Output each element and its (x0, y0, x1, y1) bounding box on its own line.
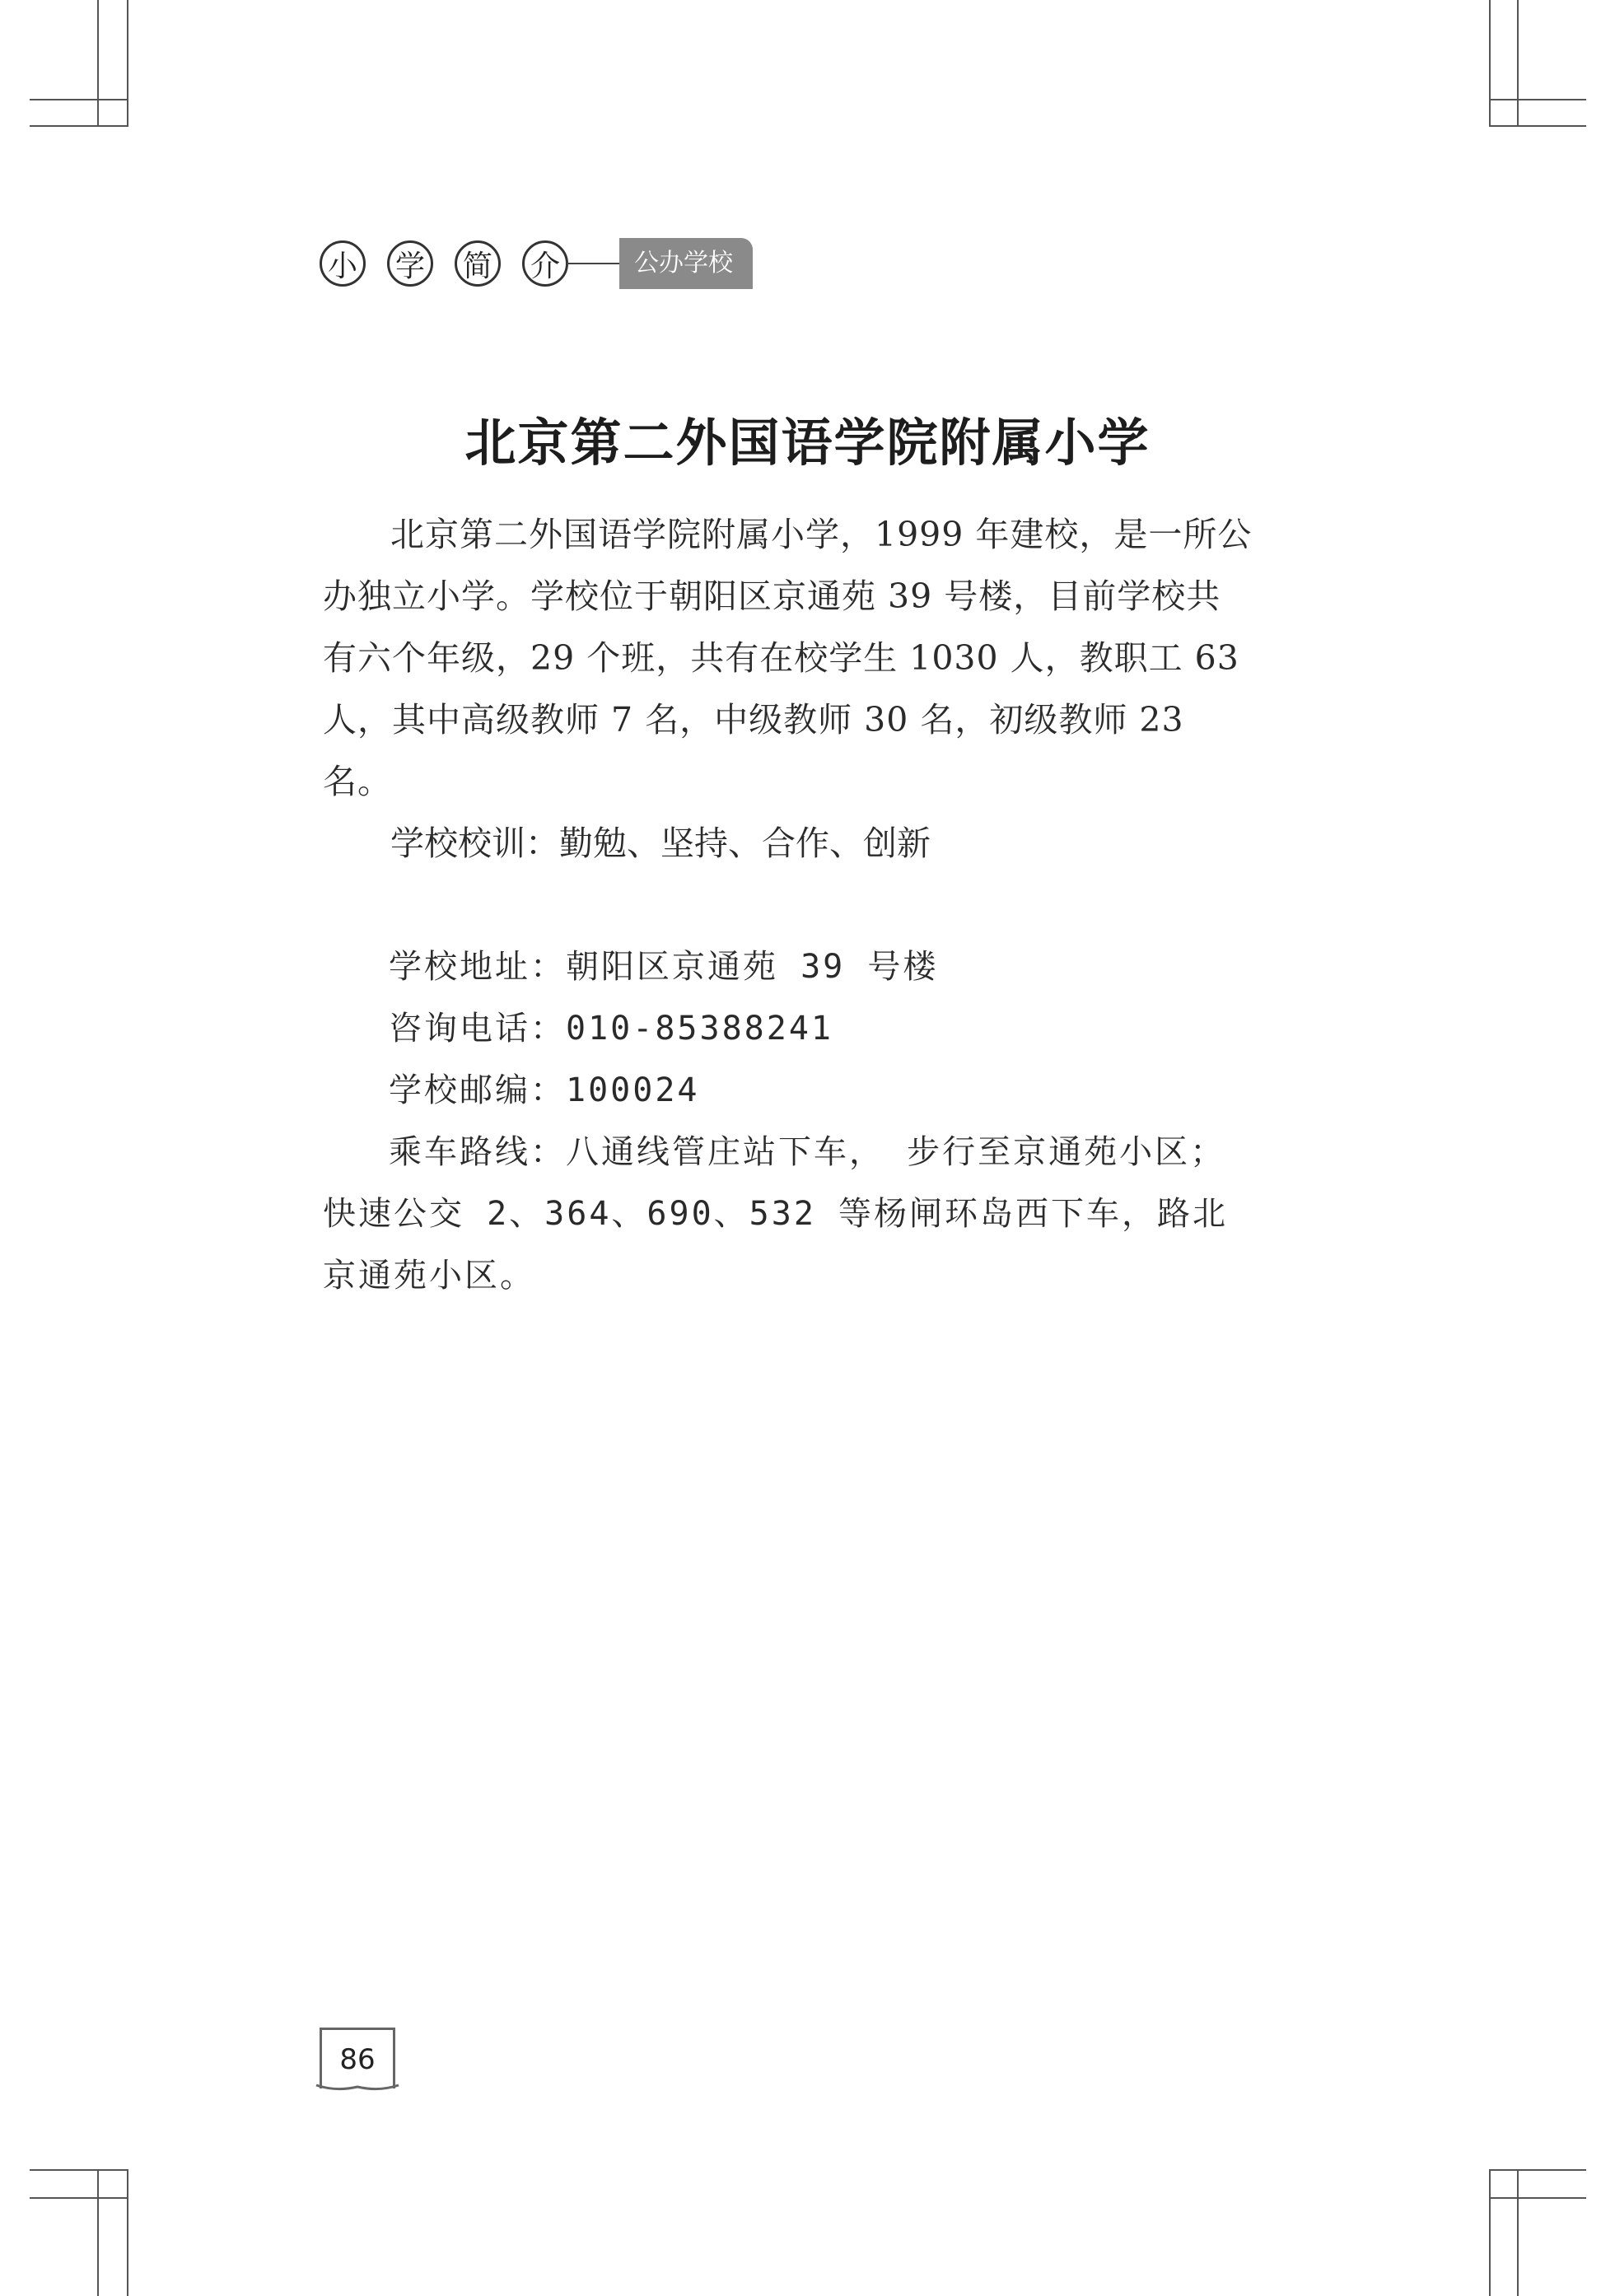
circle-char: 小 (320, 240, 366, 287)
motto-line: 学校校训：勤勉、坚持、合作、创新 (390, 824, 931, 863)
crop-mark (1489, 2169, 1586, 2171)
postcode-line: 学校邮编：100024 (389, 1071, 700, 1109)
crop-mark (1489, 0, 1491, 127)
school-title: 北京第二外国语学院附属小学 (464, 413, 1151, 473)
route-paragraph: 乘车路线：八通线管庄站下车， 步行至京通苑小区；快速公交 2、364、690、532 等杨闸环岛西下车，路北京通苑小区。 (323, 1133, 1228, 1295)
section-title-circles (320, 240, 568, 287)
crop-mark (30, 2197, 127, 2199)
circle-char: 简 (455, 240, 501, 287)
crop-mark (1517, 0, 1519, 127)
circle-char: 学 (387, 240, 433, 287)
page-number: 86 (320, 2028, 395, 2088)
book-base-icon (315, 2084, 400, 2092)
spacer (323, 875, 1253, 936)
category-tag: 公办学校 (619, 238, 753, 289)
article-body (323, 504, 1253, 1307)
crop-mark (30, 125, 127, 127)
crop-mark (1517, 2169, 1519, 2296)
circle-char: 介 (522, 240, 568, 287)
crop-mark (1489, 125, 1586, 127)
section-header (320, 237, 753, 290)
phone-line: 咨询电话：010-85388241 (389, 1010, 833, 1048)
crop-mark (127, 0, 128, 127)
crop-mark (1489, 2197, 1586, 2199)
crop-mark (97, 2169, 99, 2296)
crop-mark (127, 2169, 128, 2296)
crop-mark (97, 0, 99, 127)
intro-paragraph: 北京第二外国语学院附属小学，1999 年建校，是一所公办独立小学。学校位于朝阳区京通苑 39 号楼，目前学校共有六个年级，29 个班，共有在校学生 1030 人，教职工 63 人，其中高级教师 7 名，中级教师 30 名，初级教师 23 名。 (323, 515, 1253, 801)
header-divider (567, 263, 619, 264)
crop-mark (1489, 2169, 1491, 2296)
address-line: 学校地址：朝阳区京通苑 39 号楼 (389, 948, 939, 986)
crop-mark (30, 99, 127, 100)
crop-mark (1489, 99, 1586, 100)
crop-mark (30, 2169, 127, 2171)
